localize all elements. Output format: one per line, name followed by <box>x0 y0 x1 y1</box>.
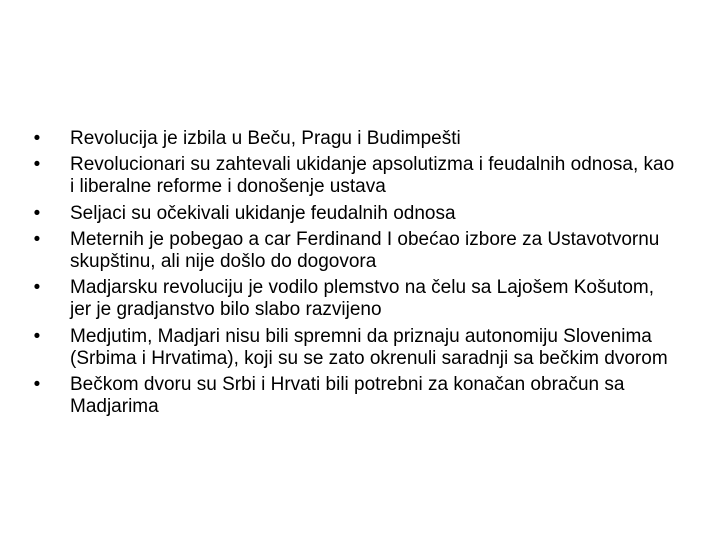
bullet-item <box>30 374 680 418</box>
bullet-icon: • <box>33 154 41 176</box>
bullet-item <box>30 326 680 370</box>
bullet-text: Revolucionari su zahtevali ukidanje apsolutizma i feudalnih odnosa, kao i liberalne reforme i donošenje ustava <box>70 154 675 198</box>
bullet-icon: • <box>33 202 41 224</box>
bullet-item <box>30 203 680 225</box>
bullet-item <box>30 229 680 273</box>
bullet-icon: • <box>33 325 41 347</box>
bullet-text: Revolucija je izbila u Beču, Pragu i Budimpešti <box>70 128 461 149</box>
bullet-item <box>30 154 680 198</box>
bullet-text: Meternih je pobegao a car Ferdinand I obećao izbore za Ustavotvornu skupštinu, ali nije došlo do dogovora <box>70 228 660 273</box>
bullet-text: Bečkom dvoru su Srbi i Hrvati bili potrebni za konačan obračun sa Madjarima <box>70 374 625 418</box>
bullet-text: Madjarsku revoluciju je vodilo plemstvo na čelu sa Lajošem Košutom, jer je gradjanstvo bilo slabo razvijeno <box>70 277 654 321</box>
bullet-item <box>30 277 680 321</box>
bullet-text: Seljaci su očekivali ukidanje feudalnih odnosa <box>70 202 456 224</box>
bullet-icon: • <box>33 277 41 299</box>
bullet-icon: • <box>33 128 41 149</box>
bullet-icon: • <box>33 228 41 250</box>
bullet-list <box>30 128 680 422</box>
bullet-text: Medjutim, Madjari nisu bili spremni da priznaju autonomiju Slovenima (Srbima i Hrvatima), koji su se zato okrenuli saradnji sa bečkim dvorom <box>70 325 668 369</box>
bullet-item <box>30 128 680 150</box>
bullet-icon: • <box>33 374 41 396</box>
